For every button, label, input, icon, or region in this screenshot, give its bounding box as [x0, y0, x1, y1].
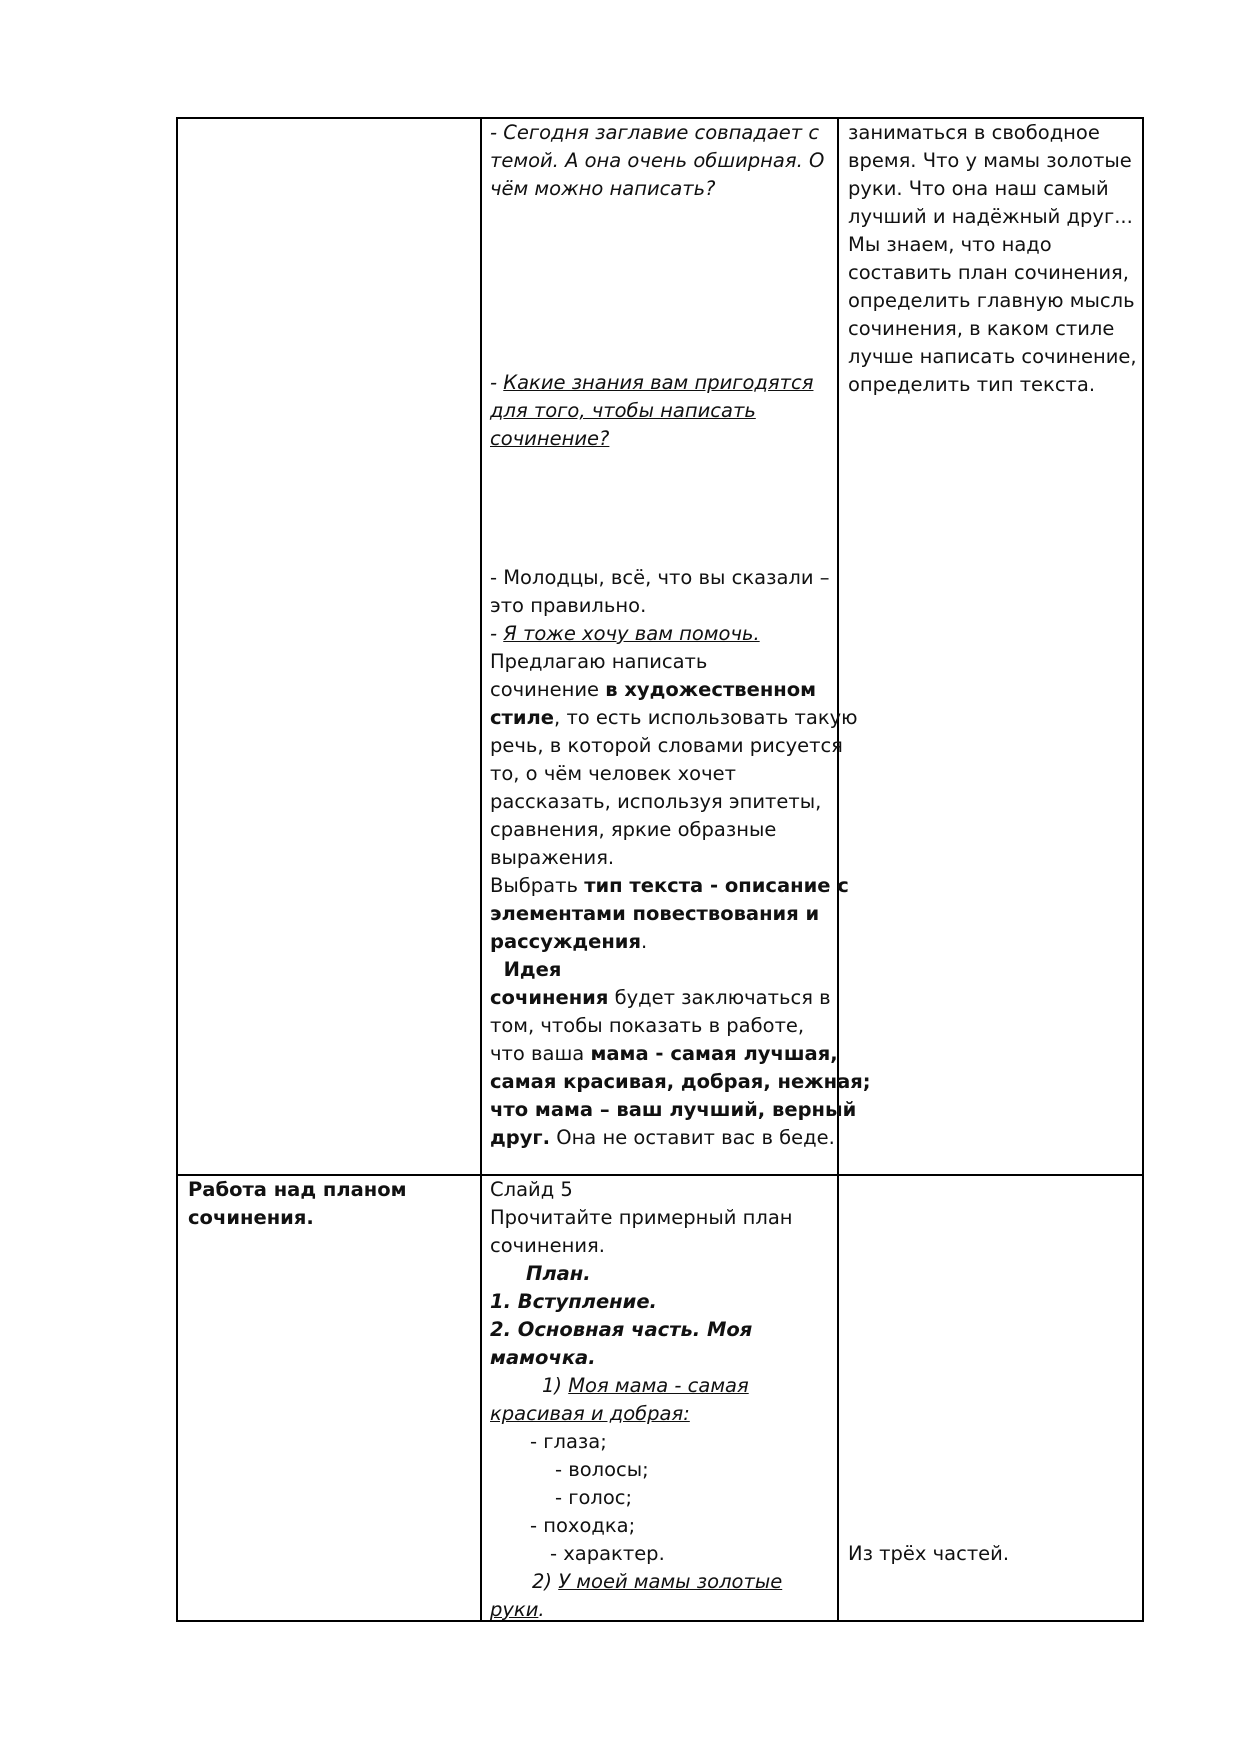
text-line: заниматься в свободное: [848, 121, 1100, 144]
row1-col2-question1: [490, 119, 824, 203]
plan-item: мамочка.: [490, 1346, 596, 1369]
text-line: чём можно написать?: [490, 177, 716, 200]
row1-col2-explanation: [490, 564, 871, 1152]
text-line: сочинение в художественном: [490, 678, 817, 701]
list-item: - голос;: [555, 1486, 633, 1509]
text-line: что ваша мама - самая лучшая,: [490, 1042, 838, 1065]
text-line: рассказать, используя эпитеты,: [490, 790, 822, 813]
text-line: сочинения, в каком стиле: [848, 317, 1115, 340]
text-line: определить главную мысль: [848, 289, 1135, 312]
plan-subitem: руки.: [490, 1598, 545, 1621]
text-line: темой. А она очень обширная. О: [490, 149, 825, 172]
list-item: - характер.: [550, 1542, 665, 1565]
text-line: - Я тоже хочу вам помочь.: [490, 622, 760, 645]
column-divider-1: [480, 117, 482, 1622]
text-line: что мама – ваш лучший, верный: [490, 1098, 857, 1121]
text-line: сравнения, яркие образные: [490, 818, 777, 841]
text-line: Мы знаем, что надо: [848, 233, 1052, 256]
text-line: сочинения.: [490, 1234, 605, 1257]
text-line: друг. Она не оставит вас в беде.: [490, 1126, 835, 1149]
text-line: Выбрать тип текста - описание с: [490, 874, 849, 897]
row1-col2-question2: [490, 369, 813, 453]
text-line: том, чтобы показать в работе,: [490, 1014, 805, 1037]
text-line: для того, чтобы написать: [490, 399, 756, 422]
text-line: Работа над планом: [188, 1178, 407, 1201]
row2-col2-plan: [490, 1176, 793, 1624]
text-line: рассуждения.: [490, 930, 648, 953]
table-right-border: [1142, 117, 1144, 1622]
plan-item: 1. Вступление.: [490, 1290, 657, 1313]
text-line: элементами повествования и: [490, 902, 820, 925]
text-line: то, о чём человек хочет: [490, 762, 736, 785]
text-line: самая красивая, добрая, нежная;: [490, 1070, 871, 1093]
text-line: это правильно.: [490, 594, 647, 617]
list-item: - походка;: [530, 1514, 636, 1537]
text-line: сочинения будет заключаться в: [490, 986, 831, 1009]
list-item: - глаза;: [530, 1430, 607, 1453]
text-line: сочинение?: [490, 427, 610, 450]
plan-subitem: 2) У моей мамы золотые: [532, 1570, 783, 1593]
text-line: руки. Что она наш самый: [848, 177, 1109, 200]
text-line: Из трёх частей.: [848, 1542, 1010, 1565]
row2-col3-answer: [848, 1540, 1009, 1568]
text-line: Прочитайте примерный план: [490, 1206, 793, 1229]
text-line: время. Что у мамы золотые: [848, 149, 1132, 172]
list-item: - волосы;: [555, 1458, 649, 1481]
text-line: определить тип текста.: [848, 373, 1096, 396]
text-line: речь, в которой словами рисуется: [490, 734, 843, 757]
row2-col1-stage-title: [188, 1176, 407, 1232]
text-line: составить план сочинения,: [848, 261, 1129, 284]
text-line: Слайд 5: [490, 1178, 573, 1201]
text-line: сочинения.: [188, 1206, 314, 1229]
text-line: - Молодцы, всё, что вы сказали –: [490, 566, 830, 589]
text-line: лучше написать сочинение,: [848, 345, 1137, 368]
table-left-border: [176, 117, 178, 1622]
plan-title: План.: [526, 1262, 591, 1285]
text-line: Предлагаю написать: [490, 650, 708, 673]
plan-subitem: красивая и добрая:: [490, 1402, 690, 1425]
text-line: - Сегодня заглавие совпадает с: [490, 121, 820, 144]
text-line: стиле, то есть использовать такую: [490, 706, 858, 729]
plan-subitem: 1) Моя мама - самая: [542, 1374, 749, 1397]
text-line: выражения.: [490, 846, 615, 869]
text-line: лучший и надёжный друг...: [848, 205, 1133, 228]
row1-col3-student-answer: [848, 119, 1137, 399]
text-line: Идея: [490, 958, 562, 981]
plan-item: 2. Основная часть. Моя: [490, 1318, 753, 1341]
text-line: - Какие знания вам пригодятся: [490, 371, 814, 394]
